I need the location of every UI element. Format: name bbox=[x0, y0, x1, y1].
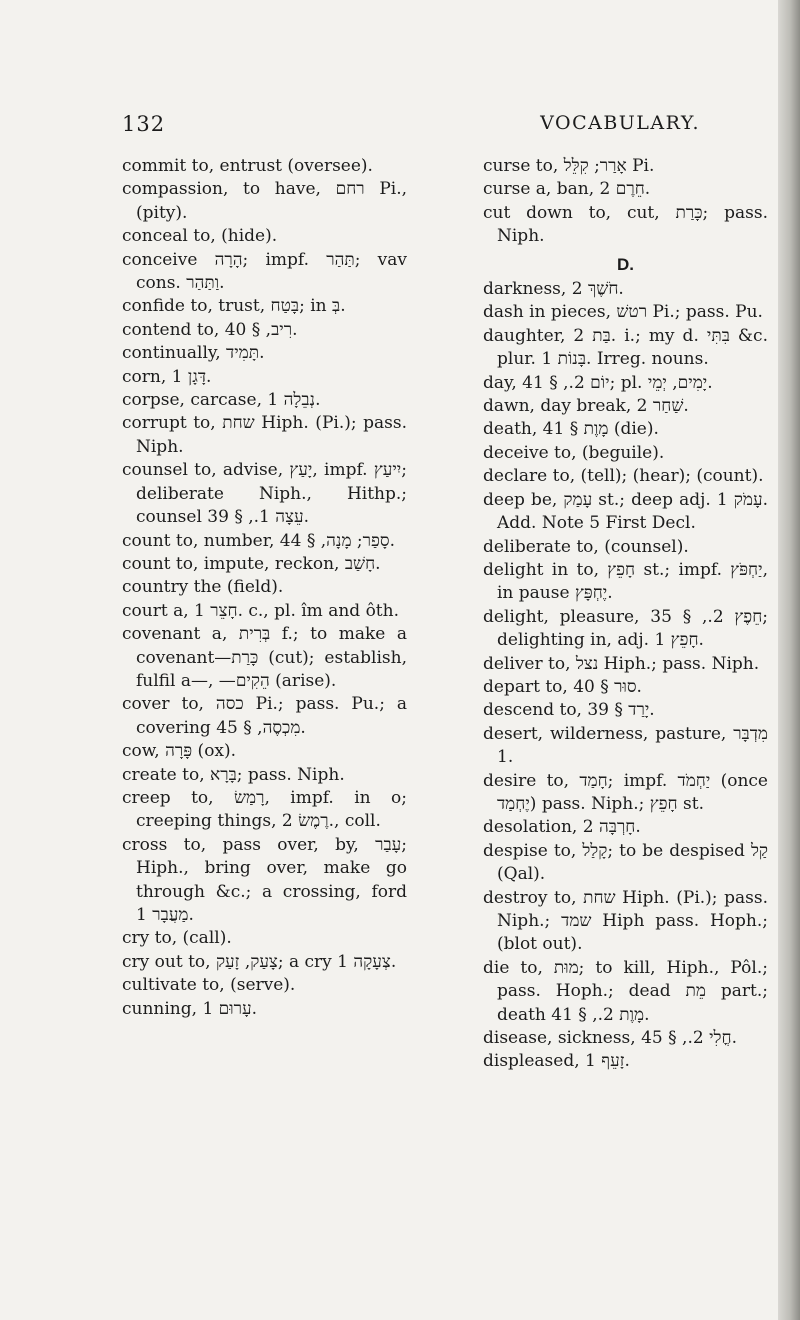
vocab-entry: covenant a, בְּרִית f.; to make a covenant—כָּרַת (cut); establish, fulfil a—, —הֵקִים (arise). bbox=[122, 624, 407, 691]
page-number: 132 bbox=[122, 112, 166, 136]
vocab-entry: count to, number, סָפַר; מָנָה, § 44. bbox=[122, 530, 395, 551]
vocab-entry: contend to, רִיב, § 40. bbox=[122, 319, 298, 340]
section-letter: D. bbox=[617, 254, 634, 274]
vocab-entry: country the (field). bbox=[122, 577, 284, 598]
vocab-entry: cultivate to, (serve). bbox=[122, 975, 296, 996]
vocab-entry: darkness, חֹשֶׁךְ 2. bbox=[483, 279, 624, 300]
vocab-entry: conceal to, (hide). bbox=[122, 226, 278, 247]
vocab-entry: cover to, כסה Pi.; pass. Pu.; a covering מִכְסֶה, § 45. bbox=[122, 694, 407, 738]
vocab-entry: commit to, entrust (oversee). bbox=[122, 156, 373, 176]
left-column bbox=[122, 155, 407, 1021]
vocab-entry: cunning, עָרוּם 1. bbox=[122, 998, 258, 1019]
vocab-entry: deliberate to, (counsel). bbox=[483, 536, 689, 557]
vocab-entry: create to, בָּרָא; pass. Niph. bbox=[122, 764, 345, 785]
vocab-entry: desolation, חָרְבָּה 2. bbox=[483, 817, 641, 838]
vocab-entry: count to, impute, reckon, חָשַׁב. bbox=[122, 553, 381, 574]
vocab-entry: desire to, חָמַד; impf. יַחְמֹד (once יֶחְמַד) pass. Niph.; חָפֵץ st. bbox=[483, 770, 768, 814]
vocab-entry: dash in pieces, רטשׁ Pi.; pass. Pu. bbox=[483, 302, 763, 323]
vocab-entry: destroy to, שחת Hiph. (Pi.); pass. Niph.; שמד Hiph pass. Hoph.; (blot out). bbox=[483, 887, 768, 955]
vocab-entry: curse a, ban, חֵרֶם 2. bbox=[483, 179, 651, 200]
vocab-entry: cross to, pass over, by, עָבַר; Hiph., bring over, make go through &c.; a crossing, ford מַעֲבָר 1. bbox=[122, 834, 407, 925]
vocab-entry: descend to, יָרַד § 39. bbox=[483, 700, 655, 721]
vocab-entry: deceive to, (beguile). bbox=[483, 442, 665, 463]
vocab-entry: compassion, to have, רחם Pi., (pity). bbox=[122, 179, 407, 223]
vocab-entry: despise to, קָלַל; to be despised קַל (Qal). bbox=[483, 840, 768, 885]
vocab-entry: displeased, זָעֵף 1. bbox=[483, 1051, 630, 1072]
page-edge-shadow bbox=[778, 0, 800, 1320]
vocab-entry: corrupt to, שחת Hiph. (Pi.); pass. Niph. bbox=[122, 413, 407, 457]
vocab-entry: cry to, (call). bbox=[122, 928, 232, 949]
page-header bbox=[122, 112, 700, 142]
vocab-entry: conceive הָרָה; impf. תַּהַר; vav cons. וַתַּהַר. bbox=[122, 249, 407, 294]
vocab-entry: creep to, רָמַשׂ, impf. in o; creeping things, רֶמֶשׂ 2., coll. bbox=[122, 787, 407, 832]
vocab-entry: desert, wilderness, pasture, מִדְבָּר 1. bbox=[483, 723, 768, 768]
vocab-entry: depart to, סוּר § 40. bbox=[483, 676, 642, 697]
vocab-entry: day, יוֹם 2., § 41; pl. יָמִים, יְמֵי. bbox=[483, 372, 713, 393]
vocab-entry: court a, חָצֵר 1. c., pl. îm and ôth. bbox=[122, 600, 399, 621]
vocab-entry: cow, פָּרָה (ox). bbox=[122, 741, 237, 762]
vocab-entry: delight in to, חָפֵץ st.; impf. יַחְפֹּץ, in pause יֶחְפָּץ. bbox=[483, 559, 768, 604]
right-column bbox=[483, 155, 768, 1074]
vocab-entry: counsel to, advise, יָעַץ, impf. יִיעַץ; deliberate Niph., Hithp.; counsel עֵצָה 1., § 39. bbox=[122, 460, 407, 528]
vocab-entry: corn, דָּגָן 1. bbox=[122, 366, 212, 387]
vocab-entry: die to, מוּת; to kill, Hiph., Pôl.; pass. Hoph.; dead מֵת part.; death מָוֶת 2., § 41. bbox=[483, 957, 768, 1025]
running-title: VOCABULARY. bbox=[540, 112, 700, 134]
vocab-entry: daughter, בַּת 2. i.; my d. בִּתִּי &c. plur. בָּנוֹת 1. Irreg. nouns. bbox=[483, 325, 768, 370]
vocab-entry: disease, sickness, חֳלִי 2., § 45. bbox=[483, 1028, 737, 1049]
vocab-entry: corpse, carcase, נְבֵלָה 1. bbox=[122, 390, 321, 411]
vocab-entry: confide to, trust, בָּטַח; in בְּ. bbox=[122, 296, 346, 317]
vocab-entry: deep be, עָמַק st.; deep adj. עָמֹק 1. Add. Note 5 First Decl. bbox=[483, 489, 768, 534]
vocab-entry: declare to, (tell); (hear); (count). bbox=[483, 466, 764, 487]
vocab-entry: delight, pleasure, חֵפֶץ 2., § 35; delighting in, adj. חָפֵץ 1. bbox=[483, 606, 768, 651]
vocab-entry: deliver to, נצל Hiph.; pass. Niph. bbox=[483, 653, 760, 674]
vocab-entry: cut down to, cut, כָּרַת; pass. Niph. bbox=[483, 202, 768, 247]
vocab-entry: curse to, אָרַר; קִלֵּל Pi. bbox=[483, 156, 655, 176]
vocab-entry: death, מָוֶת § 41 (die). bbox=[483, 419, 659, 440]
vocab-entry: dawn, day break, שַׁחַר 2. bbox=[483, 396, 689, 417]
vocab-entry: cry out to, צָעַק, זָעַק; a cry צְעָקָה 1. bbox=[122, 951, 397, 972]
vocab-entry: continually, תָּמִיד. bbox=[122, 343, 265, 364]
